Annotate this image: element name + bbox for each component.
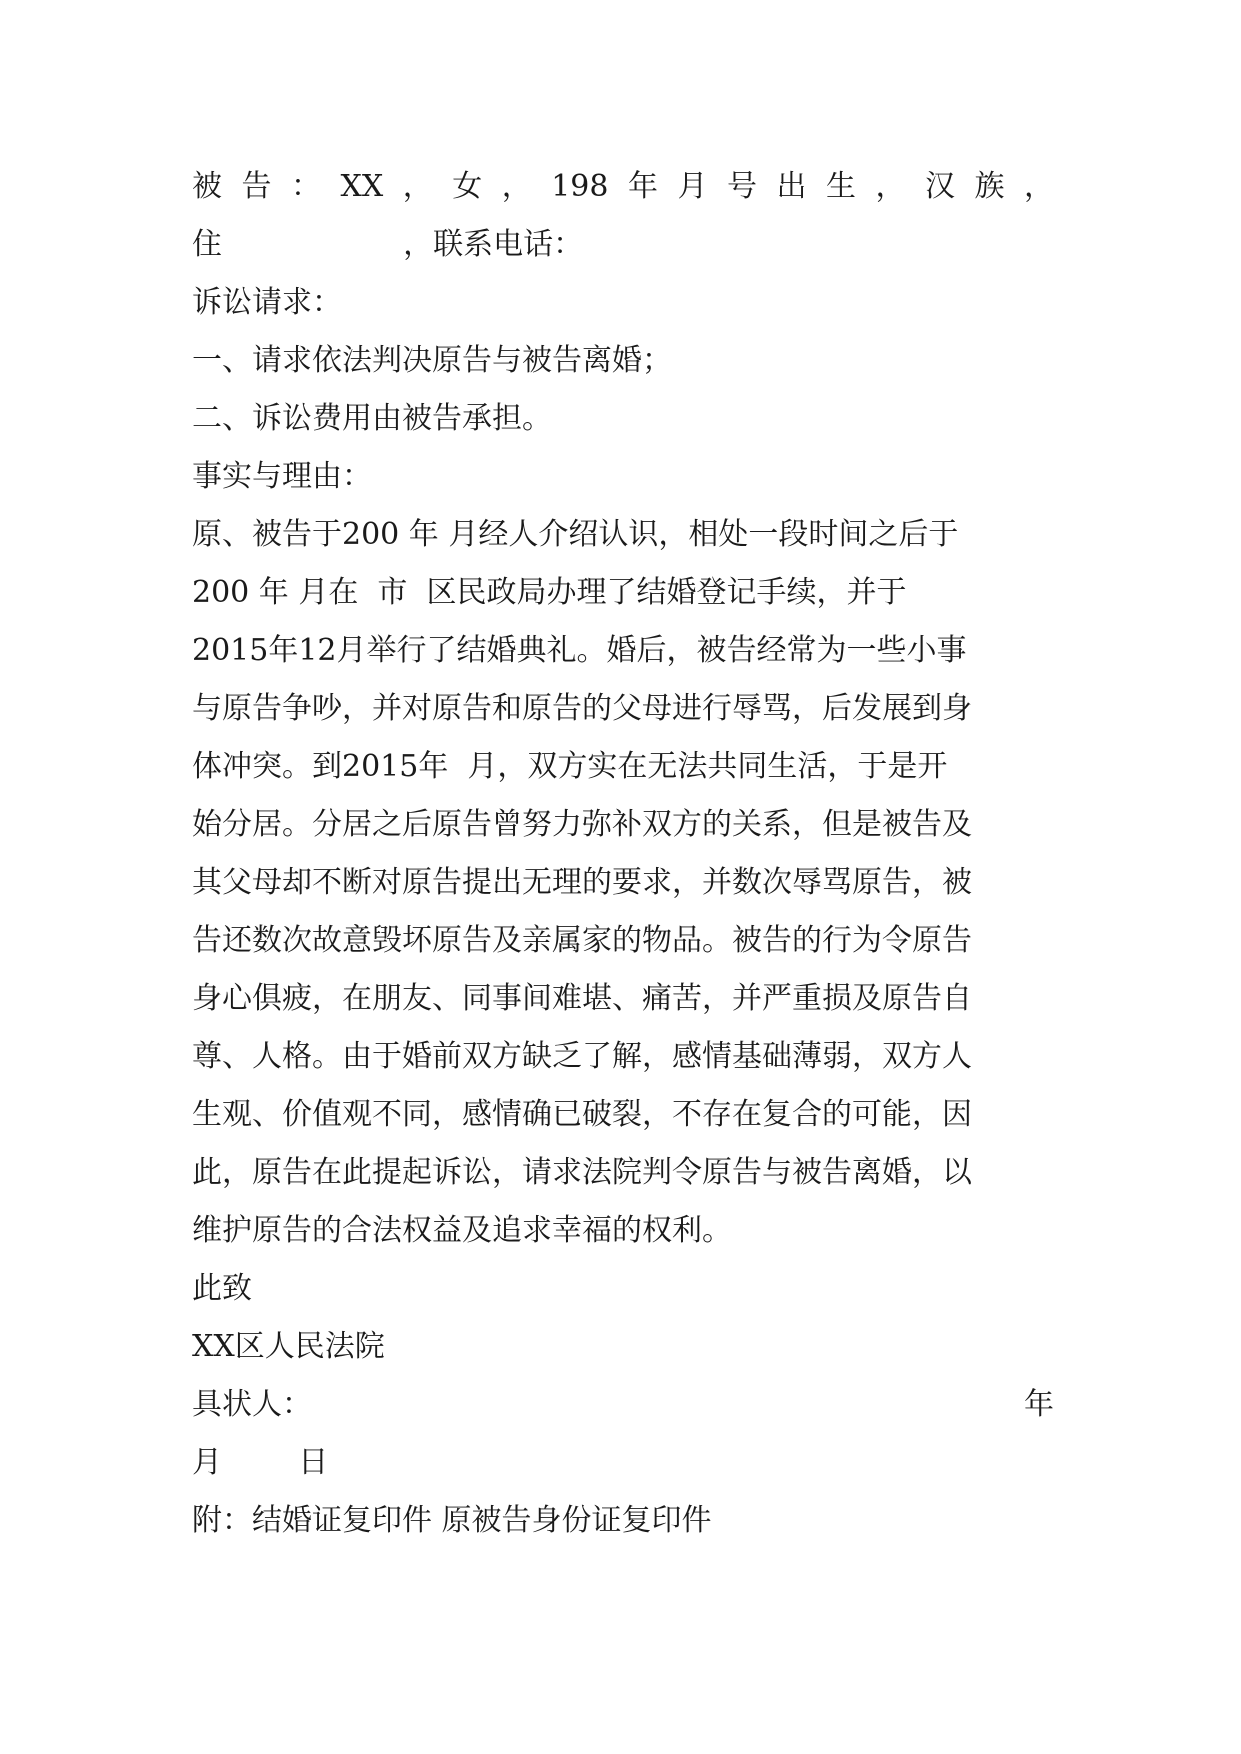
token: 年 [627,169,658,204]
court-name: XX区人民法院 [192,1329,385,1364]
token: 出 [776,169,807,204]
claims-heading: 诉讼请求： [192,285,342,320]
facts-line: 告还数次故意毁坏原告及亲属家的物品。被告的行为令原告 [192,923,972,958]
token: ： [291,169,321,204]
facts-line: 原、被告于200 年 月经人介绍认识，相处一段时间之后于 [192,517,959,552]
facts-line: 维护原告的合法权益及追求幸福的权利。 [192,1213,732,1248]
token: 被 [192,169,222,204]
year-label: 年 [1024,1387,1054,1422]
facts-heading: 事实与理由： [192,459,372,494]
token: ， [875,169,906,204]
facts-line: 与原告争吵，并对原告和原告的父母进行辱骂，后发展到身 [192,691,972,726]
facts-line: 身心俱疲，在朋友、同事间难堪、痛苦，并严重损及原告自 [192,981,972,1016]
facts-line: 其父母却不断对原告提出无理的要求，并数次辱骂原告，被 [192,865,972,900]
token: ， [1023,169,1054,204]
facts-line: 始分居。分居之后原告曾努力弥补双方的关系，但是被告及 [192,807,972,842]
token: 女 [452,169,483,204]
token: 月 [677,169,708,204]
claim-item: 一、请求依法判决原告与被告离婚； [192,343,672,378]
defendant-address-line: 住 ，联系电话： [192,227,584,262]
defendant-info-line [192,158,1054,216]
token: 号 [726,169,757,204]
facts-line: 体冲突。到2015年 月，双方实在无法共同生活，于是开 [192,749,948,784]
facts-line: 此，原告在此提起诉讼，请求法院判令原告与被告离婚，以 [192,1155,972,1190]
token: 告 [241,169,272,204]
token: 生 [825,169,856,204]
claim-item: 二、诉讼费用由被告承担。 [192,401,552,436]
signer-line [192,1376,1054,1434]
facts-line: 2015年12月举行了结婚典礼。婚后，被告经常为一些小事 [192,633,967,668]
attachment-line: 附：结婚证复印件 原被告身份证复印件 [192,1503,712,1538]
token: 族 [974,169,1005,204]
facts-line: 尊、人格。由于婚前双方缺乏了解，感情基础薄弱，双方人 [192,1039,972,1074]
salutation: 此致 [192,1271,252,1306]
token: ， [501,169,532,204]
complaint-document [192,158,1054,1550]
signer-label: 具状人： [192,1387,312,1422]
facts-line: 200 年 月在 市 区民政局办理了结婚登记手续，并于 [192,575,907,610]
date-line: 月 日 [192,1445,329,1480]
facts-line: 生观、价值观不同，感情确已破裂，不存在复合的可能，因 [192,1097,972,1132]
token: 198 [551,169,609,204]
token: ， [402,169,433,204]
token: XX [340,169,384,204]
token: 汉 [924,169,955,204]
